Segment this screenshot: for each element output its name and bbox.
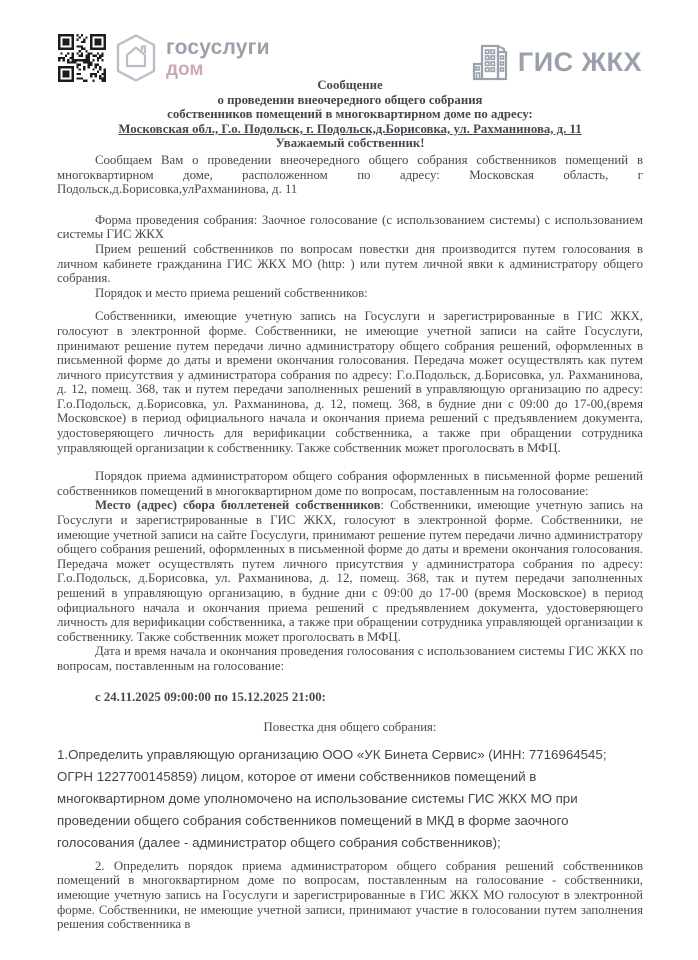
title-line-3: собственников помещений в многоквартирном доме по адресу: xyxy=(167,107,533,122)
gosuslugi-dom-logo xyxy=(58,33,270,83)
agenda-item-1: 1.Определить управляющую организацию ООО «УК Бинета Сервис» (ИНН: 7716964545; ОГРН 1227700145859) лицом, которое от имени собственников помещений в многоквартирном доме уполномочено на использование системы ГИС ЖКХ МО при проведении общего собрания собственников помещений в МКД в форме заочного голосования (далее - администратор общего собрания собственников); xyxy=(57,746,607,850)
agenda-item-2: 2. Определить порядок приема администратором общего собрания решений собственников помещений в многоквартирном доме по вопросам, поставленным на голосование - собственники, имеющие учетную запись на Госуслуги и зарегистрированные в ГИС ЖКХ МО голосуют в электронной форме. Собственники, не имеющие учетной записи, принимают участие в голосовании путем заполнения решения собственника в xyxy=(57,858,643,932)
title-line-1: Сообщение xyxy=(317,78,383,92)
paragraph-ballot-collection xyxy=(57,498,643,644)
agenda-heading: Повестка дня общего собрания: xyxy=(263,720,437,735)
qr-code-icon xyxy=(58,34,106,82)
house-hexagon-icon xyxy=(113,33,159,83)
title-address: Московская обл., Г.о. Подольск, г. Подольск,д.Борисовка, ул. Рахманинова, д. 11 xyxy=(118,121,582,136)
gosuslugi-logo-text xyxy=(166,37,270,79)
paragraph-announcement: Сообщаем Вам о проведении внеочередного общего собрания собственников помещений в многоквартирном доме, расположенном по адресу: Московская область, г Подольск,д.Борисовка,улРахманинова, д. 11 xyxy=(57,152,643,197)
document-body xyxy=(57,78,643,932)
ballot-collection-rest: : Собственники, имеющие учетную запись на Госуслуги и зарегистрированные в ГИС ЖКХ, голосуют в электронной форме. Собственники, не имеющие учетной записи на сайте Госуслуги, принимают решение путем передачи лично администратору общего собрания решений, оформленных в письменной форме до даты и времени окончания голосования. Передача может осуществлять путем личного присутствия у администратора собрания по адресу: Г.о.Подольск, д.Борисовка, ул. Рахманинова, д. 12, помещ. 368, так и путем передачи заполненных решений в управляющую организацию, в будние дни с 09:00 до 17-00 (время Московское) в период официального начала и окончания приема решений с предъявлением документа, удостоверяющего личность для верификации собственника, а также при обращении сотрудника управляющей организации к собственнику. Также собственник может проголосвать в МФЦ. xyxy=(57,498,644,644)
gosuslugi-logo-line2: дом xyxy=(166,59,204,80)
paragraph-decision-reception: Прием решений собственников по вопросам повестки дня производится путем голосования в личном кабинете гражданина ГИС ЖКХ МО (http: ) или путем личной явки к администратору общего собрания. xyxy=(57,241,643,286)
gosuslugi-logo-line1: госуслуги xyxy=(166,36,270,59)
paragraph-order-place-heading: Порядок и место приема решений собственников: xyxy=(95,285,368,300)
document-title xyxy=(57,78,643,151)
voting-period: с 24.11.2025 09:00:00 по 15.12.2025 21:00: xyxy=(95,689,326,704)
ballot-collection-lead: Место (адрес) сбора бюллетеней собственников xyxy=(95,498,381,513)
paragraph-voting-procedure: Собственники, имеющие учетную запись на Госуслуги и зарегистрированные в ГИС ЖКХ, голосуют в электронной форме. Собственники, не имеющие учетной записи на сайте Госуслуги, принимают решение путем передачи лично администратору общего собрания решений, оформленных в письменной форме до даты и времени окончания голосования. Передача может осуществлять как путем личного присутствия у администратора собрания по адресу: Г.о.Подольск, д.Борисовка, ул. Рахманинова, д. 12, помещ. 368, так и путем передачи заполненных решений в управляющую организацию по адресу: Г.о.Подольск, д.Борисовка, ул. Рахманинова, д. 12, помещ. 368, в будние дни с 09:00 до 17-00,(время Московское) в период официального начала и окончания приема решений с предъявлением документа, удостоверяющего личность для верификации собственника, а также при обращении сотрудника управляющей организации к собственнику. Также собственник может проголосвать в МФЦ. xyxy=(57,309,643,455)
paragraph-voting-dates-intro: Дата и время начала и окончания проведения голосования с использованием системы ГИС ЖКХ по вопросам, поставленным на голосование: xyxy=(57,644,643,673)
salutation: Уважаемый собственник! xyxy=(275,136,425,151)
gis-zhkh-logo-text: ГИС ЖКХ xyxy=(517,46,642,77)
paragraph-admin-reception-order: Порядок приема администратором общего собрания оформленных в письменной форме решений собственников помещений в многоквартирном доме по вопросам, поставленным на голосование: xyxy=(57,469,643,498)
paragraph-meeting-form: Форма проведения собрания: Заочное голосование (с использованием системы) с использованием системы ГИС ЖКХ xyxy=(57,212,643,242)
title-line-2: о проведении внеочередного общего собрания xyxy=(217,92,483,107)
